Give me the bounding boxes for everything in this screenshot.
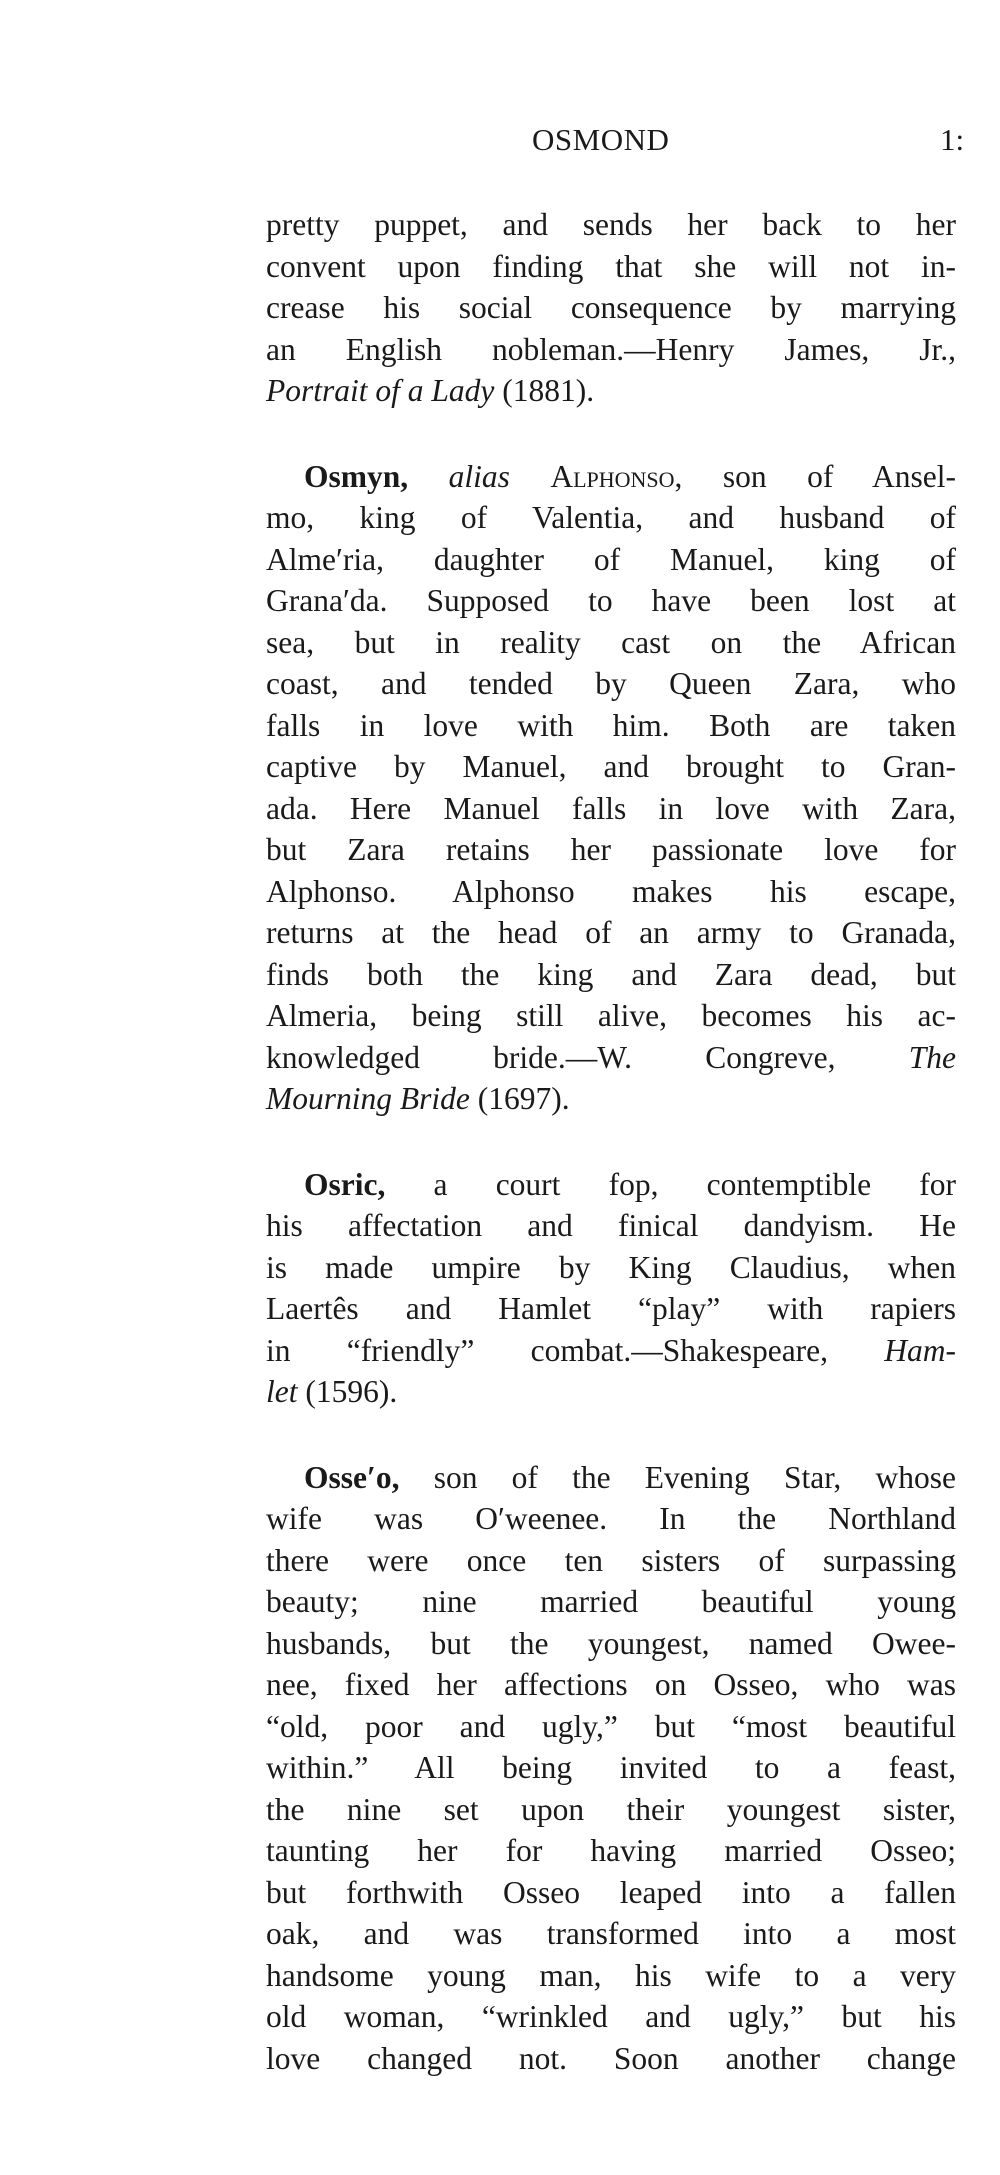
text-line: husbands, but the youngest, named Owee- xyxy=(266,1625,956,1661)
headword: Osse′o, xyxy=(304,1459,400,1495)
text-line: coast, and tended by Queen Zara, who xyxy=(266,666,956,701)
entry-osmond-continuation xyxy=(266,204,956,412)
text-line: is made umpire by King Claudius, when xyxy=(266,1249,956,1285)
text-line: nee, fixed her affections on Osseo, who was xyxy=(266,1667,956,1702)
text-line: knowledged bride.—W. Congreve, The xyxy=(266,1039,956,1075)
text-line: wife was O′weenee. In the Northland xyxy=(266,1501,956,1536)
text-line: let (1596). xyxy=(266,1374,398,1409)
text-line: Almeria, being still alive, becomes his ac- xyxy=(266,998,956,1033)
text-line: finds both the king and Zara dead, but xyxy=(266,956,956,992)
text-line: Osric, a court fop, contemptible for xyxy=(304,1166,956,1202)
text-line: the nine set upon their youngest sister, xyxy=(266,1791,956,1827)
text-line: love changed not. Soon another change xyxy=(266,2040,956,2076)
entry-osseo xyxy=(266,1457,956,2080)
text-line: convent upon finding that she will not in- xyxy=(266,248,956,284)
text-line: Grana′da. Supposed to have been lost at xyxy=(266,583,956,618)
entry-osmyn xyxy=(266,456,956,1120)
text-line: in “friendly” combat.—Shakespeare, Ham- xyxy=(266,1332,956,1368)
text-line: Osse′o, son of the Evening Star, whose xyxy=(304,1459,956,1495)
headword: Osmyn, xyxy=(304,458,409,494)
text-line: his affectation and finical dandyism. He xyxy=(266,1208,956,1243)
text-line: pretty puppet, and sends her back to her xyxy=(266,207,956,242)
text-line: falls in love with him. Both are taken xyxy=(266,707,956,743)
headword: Osric, xyxy=(304,1166,386,1202)
work-title: The xyxy=(908,1039,956,1075)
text-line: Portrait of a Lady (1881). xyxy=(266,373,595,408)
text-line: old woman, “wrinkled and ugly,” but his xyxy=(266,1999,956,2034)
text-line: taunting her for having married Osseo; xyxy=(266,1833,956,1868)
work-title: Portrait of a Lady xyxy=(266,373,495,408)
text-line: handsome young man, his wife to a very xyxy=(266,1957,956,1993)
text-line: returns at the head of an army to Granada, xyxy=(266,915,956,950)
text-line: beauty; nine married beautiful young xyxy=(266,1584,956,1619)
text-line: Mourning Bride (1697). xyxy=(266,1081,570,1116)
entry-osric xyxy=(266,1164,956,1413)
page-number: 1: xyxy=(940,122,965,157)
text-line: there were once ten sisters of surpassing xyxy=(266,1542,956,1578)
text-line: sea, but in reality cast on the African xyxy=(266,624,956,660)
text-line: “old, poor and ugly,” but “most beautiful xyxy=(266,1708,956,1744)
work-title: Mourning Bride xyxy=(266,1081,470,1116)
text-line: crease his social consequence by marrying xyxy=(266,290,956,325)
text-line: Alme′ria, daughter of Manuel, king of xyxy=(266,541,956,577)
text-line: mo, king of Valentia, and husband of xyxy=(266,500,956,535)
text-line: an English nobleman.—Henry James, Jr., xyxy=(266,331,956,367)
running-head xyxy=(0,122,1000,162)
text-line: captive by Manuel, and brought to Gran- xyxy=(266,749,956,784)
text-line: ada. Here Manuel falls in love with Zara, xyxy=(266,790,956,826)
work-title: let xyxy=(266,1374,298,1409)
text-line: within.” All being invited to a feast, xyxy=(266,1750,956,1785)
text-line: but Zara retains her passionate love for xyxy=(266,832,956,867)
text-column xyxy=(266,204,956,2123)
running-title: OSMOND xyxy=(532,122,670,157)
text-line: Osmyn, alias Alphonso, son of Ansel- xyxy=(304,458,957,494)
text-line: Alphonso. Alphonso makes his escape, xyxy=(266,873,956,909)
text-line: oak, and was transformed into a most xyxy=(266,1916,956,1951)
work-title: Ham- xyxy=(884,1332,956,1368)
text-line: but forthwith Osseo leaped into a fallen xyxy=(266,1874,956,1910)
text-line: Laertês and Hamlet “play” with rapiers xyxy=(266,1291,956,1326)
